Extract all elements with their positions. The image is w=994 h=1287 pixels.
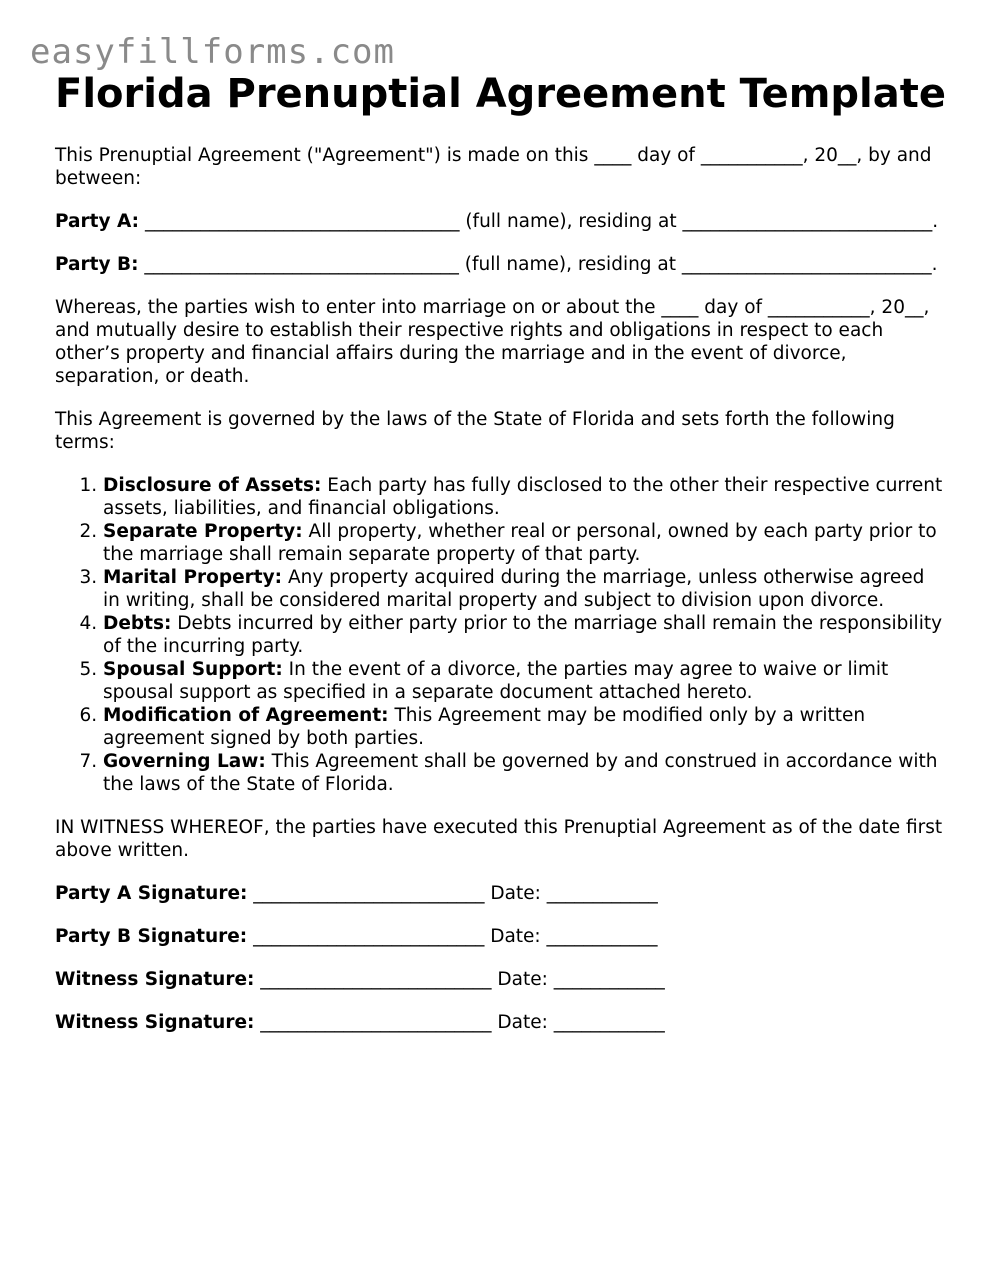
signature-blank: _________________________ Date: ____________ — [254, 1012, 665, 1033]
witness-clause: IN WITNESS WHEREOF, the parties have executed this Prenuptial Agreement as of the date first above written. — [55, 817, 943, 861]
signature-label: Party A Signature: — [55, 883, 248, 904]
party-a-text: __________________________________ (full name), residing at ___________________________. — [139, 211, 939, 232]
term-text: Each party has fully disclosed to the other their respective current assets, liabilities, and financial obligations. — [103, 475, 943, 519]
term-title: Governing Law: — [103, 751, 266, 772]
signature-label: Witness Signature: — [55, 1012, 255, 1033]
term-text: All property, whether real or personal, owned by each party prior to the marriage shall remain separate property of that party. — [103, 521, 937, 565]
term-text: In the event of a divorce, the parties may agree to waive or limit spousal support as specified in a separate document attached hereto. — [103, 659, 889, 703]
term-title: Spousal Support: — [103, 659, 283, 680]
signature-line-party-a[interactable] — [55, 882, 945, 905]
governed-paragraph: This Agreement is governed by the laws of the State of Florida and sets forth the following terms: — [55, 409, 895, 453]
term-title: Marital Property: — [103, 567, 283, 588]
intro-paragraph: This Prenuptial Agreement ("Agreement") is made on this ____ day of ___________, 20__, by and between: — [55, 145, 932, 189]
whereas-paragraph: Whereas, the parties wish to enter into marriage on or about the ____ day of ___________, 20__, and mutually desire to establish their respective rights and obligations in respect to each other’s property and financial affairs during the marriage and in the event of divorce, separation, or death. — [55, 297, 930, 387]
list-item — [103, 750, 945, 796]
terms-list — [55, 474, 945, 796]
term-text: Debts incurred by either party prior to the marriage shall remain the responsibility of the incurring party. — [103, 613, 943, 657]
list-item — [103, 566, 945, 612]
list-item — [103, 704, 945, 750]
signature-blank: _________________________ Date: ____________ — [247, 883, 658, 904]
term-title: Separate Property: — [103, 521, 303, 542]
party-b-label: Party B: — [55, 254, 139, 275]
term-text: Any property acquired during the marriage, unless otherwise agreed in writing, shall be considered marital property and subject to division upon divorce. — [103, 567, 925, 611]
term-title: Debts: — [103, 613, 172, 634]
list-item — [103, 658, 945, 704]
term-title: Modification of Agreement: — [103, 705, 389, 726]
watermark: easyfillforms.com — [30, 32, 395, 72]
document-body — [55, 144, 945, 1054]
term-text: This Agreement shall be governed by and construed in accordance with the laws of the State of Florida. — [103, 751, 938, 795]
signature-line-witness-2[interactable] — [55, 1011, 945, 1034]
signature-line-party-b[interactable] — [55, 925, 945, 948]
list-item — [103, 520, 945, 566]
signature-label: Party B Signature: — [55, 926, 248, 947]
list-item — [103, 474, 945, 520]
party-b-line — [55, 253, 945, 276]
list-item — [103, 612, 945, 658]
party-a-label: Party A: — [55, 211, 140, 232]
party-a-line — [55, 210, 945, 233]
signature-label: Witness Signature: — [55, 969, 255, 990]
signature-blank: _________________________ Date: ____________ — [247, 926, 658, 947]
term-title: Disclosure of Assets: — [103, 475, 322, 496]
term-text: This Agreement may be modified only by a written agreement signed by both parties. — [103, 705, 866, 749]
signature-blank: _________________________ Date: ____________ — [254, 969, 665, 990]
document-title: Florida Prenuptial Agreement Template — [55, 71, 946, 117]
party-b-text: __________________________________ (full name), residing at ___________________________. — [138, 254, 938, 275]
signature-line-witness-1[interactable] — [55, 968, 945, 991]
